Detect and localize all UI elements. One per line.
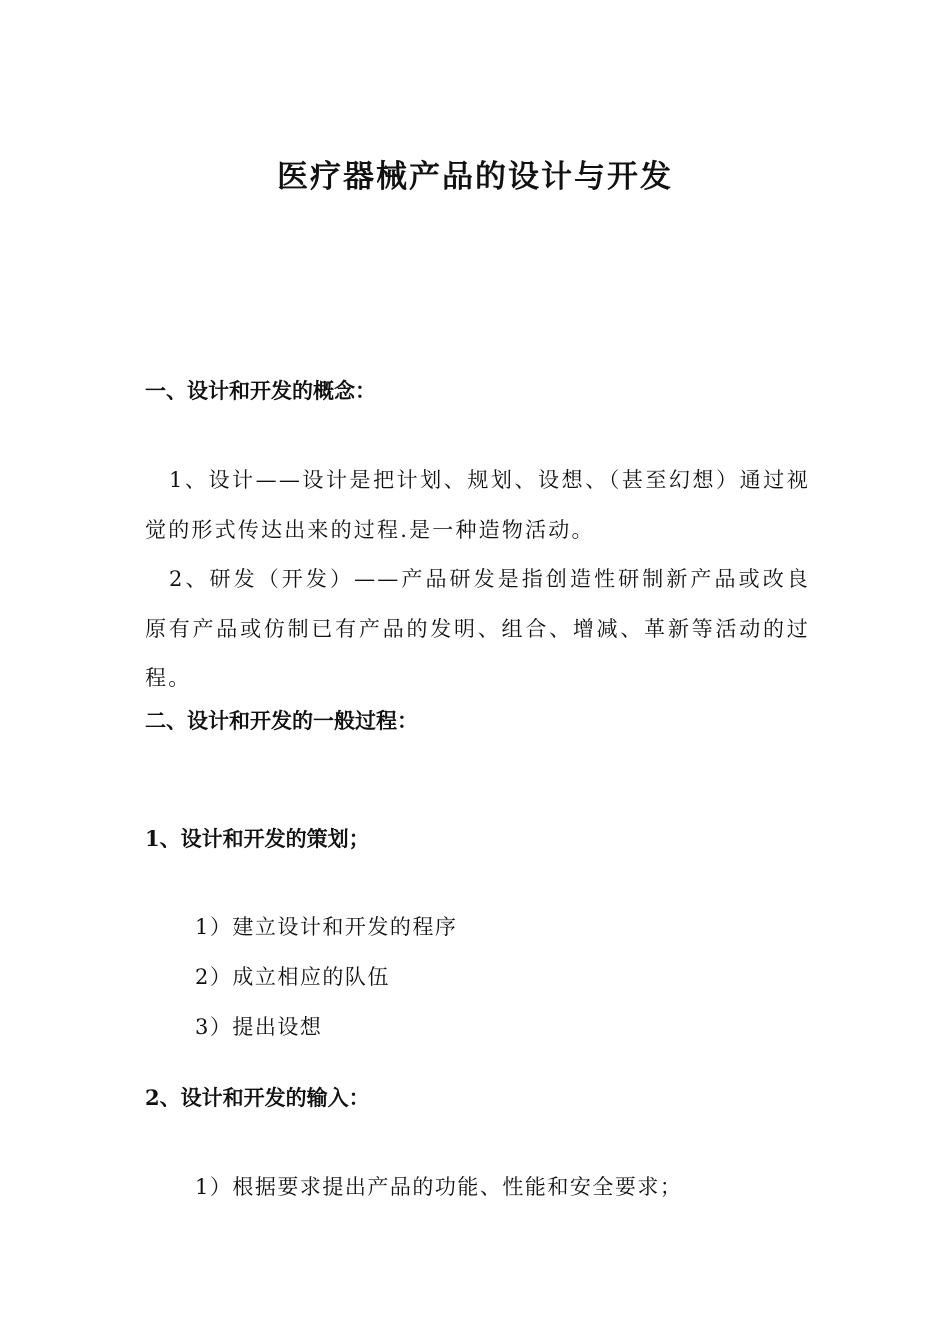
section-heading-general-process: 二、设计和开发的一般过程： (145, 708, 418, 733)
paragraph-development-definition: 2、研发（开发）——产品研发是指创造性研制新产品或改良原有产品或仿制已有产品的发明、组合、增减、革新等活动的过程。 (145, 567, 810, 690)
list-item-planning-3: 3）提出设想 (195, 1015, 323, 1039)
list-item-planning-1: 1）建立设计和开发的程序 (195, 915, 458, 939)
paragraph-design-definition: 1、设计——设计是把计划、规划、设想、（甚至幻想）通过视觉的形式传达出来的过程.是一种造物活动。 (145, 468, 810, 542)
list-item-input-1: 1）根据要求提出产品的功能、性能和安全要求； (195, 1175, 683, 1199)
document-title: 医疗器械产品的设计与开发 (277, 159, 673, 195)
section-heading-concepts: 一、设计和开发的概念： (145, 378, 376, 403)
subsection-heading-input: 2、设计和开发的输入： (145, 1085, 370, 1110)
subsection-heading-planning: 1、设计和开发的策划； (145, 826, 370, 851)
list-item-planning-2: 2）成立相应的队伍 (195, 965, 390, 989)
